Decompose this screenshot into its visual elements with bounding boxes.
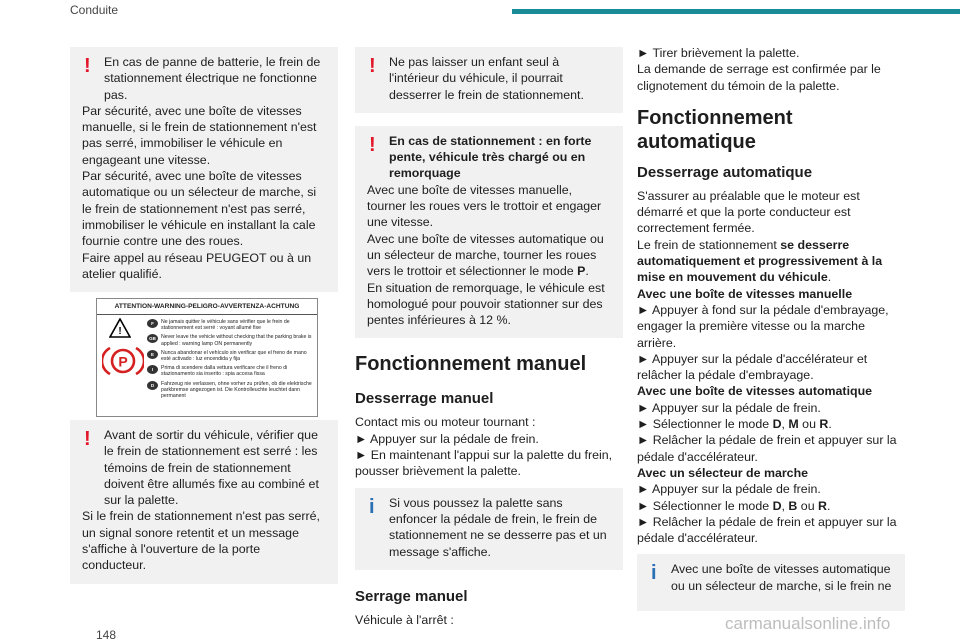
flag-badge: F	[147, 319, 158, 328]
warning-title: En cas de stationnement : en forte pente, véhicule très chargé ou en remorquage	[389, 133, 592, 181]
warning-text: En situation de remorquage, le véhicule est homologué pour pouvoir stationner sur des pentes inférieures à 12 %.	[367, 280, 605, 328]
step-text: ► Relâcher la pédale de frein et appuyer sur la pédale d'accélérateur.	[637, 433, 897, 464]
step-text: ► Appuyer à fond sur la pédale d'embrayage, engager la première vitesse ou la marche arrière.	[637, 302, 889, 350]
body-text: Véhicule à l'arrêt :	[355, 612, 454, 627]
heading-manual-apply: Serrage manuel	[355, 587, 468, 605]
step-text: ► Relâcher la pédale de frein et appuyer sur la pédale d'accélérateur.	[637, 514, 897, 546]
heading-manual-operation: Fonctionnement manuel	[355, 353, 587, 376]
step-text: ► Appuyer sur la pédale de frein.	[637, 400, 821, 415]
column-1	[70, 47, 338, 305]
label-row-text: Nunca abandonar el vehículo sin verificar que el freno de mano esté activado : luz encendida y fija	[161, 349, 307, 363]
warning-text: Par sécurité, avec une boîte de vitesses manuelle, si le frein de stationnement n'est pas serré, immobiliser le véhicule en engageant une vitesse.	[82, 103, 317, 167]
warning-icon: !	[369, 55, 376, 77]
info-text: Si vous poussez la palette sans enfoncer la pédale de frein, le frein de stationnement ne se desserre pas et un message s'affiche.	[389, 495, 607, 559]
label-row-text: Ne jamais quitter le véhicule sans vérifier que le frein de stationnement est serré : voyant allumé fixe	[161, 319, 290, 332]
warning-text: Par sécurité, avec une boîte de vitesses automatique ou un sélecteur de marche, si le frein de stationnement n'est pas serré, immobiliser le véhicule en installant la cale fournie contre une des roues.	[82, 169, 317, 249]
warning-box-battery	[70, 47, 338, 292]
page-number: 148	[96, 628, 117, 642]
warning-icon: !	[84, 428, 91, 450]
step-text: ► Appuyer sur la pédale de frein.	[355, 431, 539, 446]
warning-text: Faire appel au réseau PEUGEOT ou à un atelier qualifié.	[82, 250, 312, 281]
step-text: ► Appuyer sur la pédale de frein.	[637, 482, 821, 497]
column-3	[637, 45, 905, 624]
warning-box-child	[355, 47, 623, 113]
body-text: S'assurer au préalable que le moteur est démarré et que la porte conducteur est correctement fermée.	[637, 188, 860, 236]
subheading: Avec une boîte de vitesses automatique	[637, 384, 873, 399]
label-row	[147, 334, 315, 346]
warning-text: Ne pas laisser un enfant seul à l'intérieur du véhicule, il pourrait desserrer le frein de stationnement.	[389, 55, 584, 102]
warning-icon: !	[369, 133, 376, 156]
flag-badge: D	[147, 381, 158, 390]
column-1-lower	[70, 420, 338, 597]
info-icon: i	[651, 562, 657, 585]
flag-badge: I	[147, 365, 158, 374]
flag-badge: GB	[147, 334, 158, 343]
info-text: Avec une boîte de vitesses automatique ou un sélecteur de marche, si le frein ne	[671, 562, 892, 593]
parking-brake-warning-label	[96, 298, 318, 417]
subheading: Avec une boîte de vitesses manuelle	[637, 286, 853, 301]
label-row-text: Fahrzeug nie verlassen, ohne vorher zu prüfen, ob die elektrische parkbremse angezogen ist. Die Kontrolleuchte leuchtet dann permanent	[161, 380, 312, 400]
svg-text:P: P	[118, 353, 128, 370]
flag-badge: E	[147, 350, 158, 359]
warning-box-slope	[355, 126, 623, 339]
svg-text:!: !	[118, 326, 122, 337]
warning-box-exit	[70, 420, 338, 584]
warning-text: Avec une boîte de vitesses automatique ou un sélecteur de marche, tourner les roues vers le trottoir et sélectionner le mode P.	[367, 231, 604, 279]
label-row	[147, 381, 315, 400]
parking-brake-icon	[102, 343, 144, 379]
step-text: ► Sélectionner le mode D, B ou R.	[637, 498, 831, 513]
watermark: carmanualsonline.info	[725, 614, 891, 633]
label-row	[147, 365, 315, 377]
warning-text: Si le frein de stationnement n'est pas serré, un signal sonore retentit et un message s'affiche à l'ouverture de la porte conducteur.	[82, 509, 320, 573]
warning-text: En cas de panne de batterie, le frein de stationnement électrique ne fonctionne pas.	[104, 55, 321, 102]
column-2	[355, 47, 623, 628]
heading-manual-release: Desserrage manuel	[355, 390, 494, 408]
info-box-release	[355, 488, 623, 570]
step-text: ► Sélectionner le mode D, M ou R.	[637, 417, 832, 432]
step-text: ► En maintenant l'appui sur la palette du frein, pousser brièvement la palette.	[355, 448, 613, 479]
section-title: Conduite	[70, 3, 119, 17]
step-text: ► Appuyer sur la pédale d'accélérateur et relâcher la pédale d'embrayage.	[637, 351, 868, 383]
body-text: Contact mis ou moteur tournant :	[355, 415, 536, 430]
label-row-text: Never leave the vehicle without checking that the parking brake is applied : warning lamp ON permanently	[161, 334, 312, 347]
heading-automatic-release: Desserrage automatique	[637, 163, 813, 181]
label-title: ATTENTION-WARNING-PELIGRO-AVVERTENZA-ACHTUNG	[97, 299, 317, 315]
warning-icon: !	[84, 55, 91, 77]
header-accent-bar	[512, 9, 960, 14]
warning-triangle-icon	[109, 318, 131, 338]
label-row	[147, 319, 315, 331]
heading-automatic-operation: Fonctionnement automatique	[637, 106, 793, 153]
subheading: Avec un sélecteur de marche	[637, 465, 809, 480]
label-rows	[147, 319, 315, 402]
label-row	[147, 350, 315, 362]
info-icon: i	[369, 495, 375, 518]
label-row-text: Prima di scendere dalla vettura verificare che il freno di stazionamento sia inserito : spia accesa fissa	[161, 365, 288, 378]
warning-text: Avant de sortir du véhicule, vérifier que le frein de stationnement est serré : les témoins de frein de stationnement doivent être allumés fixe au combiné et sur la palette.	[104, 428, 319, 508]
body-text: La demande de serrage est confirmée par le clignotement du témoin de la palette.	[637, 62, 881, 93]
info-box-automatic	[637, 554, 905, 611]
body-text: Le frein de stationnement se desserre automatiquement et progressivement à la mise en mouvement du véhicule.	[637, 237, 883, 285]
step-text: ► Tirer brièvement la palette.	[637, 46, 800, 60]
warning-text: Avec une boîte de vitesses manuelle, tourner les roues vers le trottoir et engager une vitesse.	[367, 182, 602, 230]
